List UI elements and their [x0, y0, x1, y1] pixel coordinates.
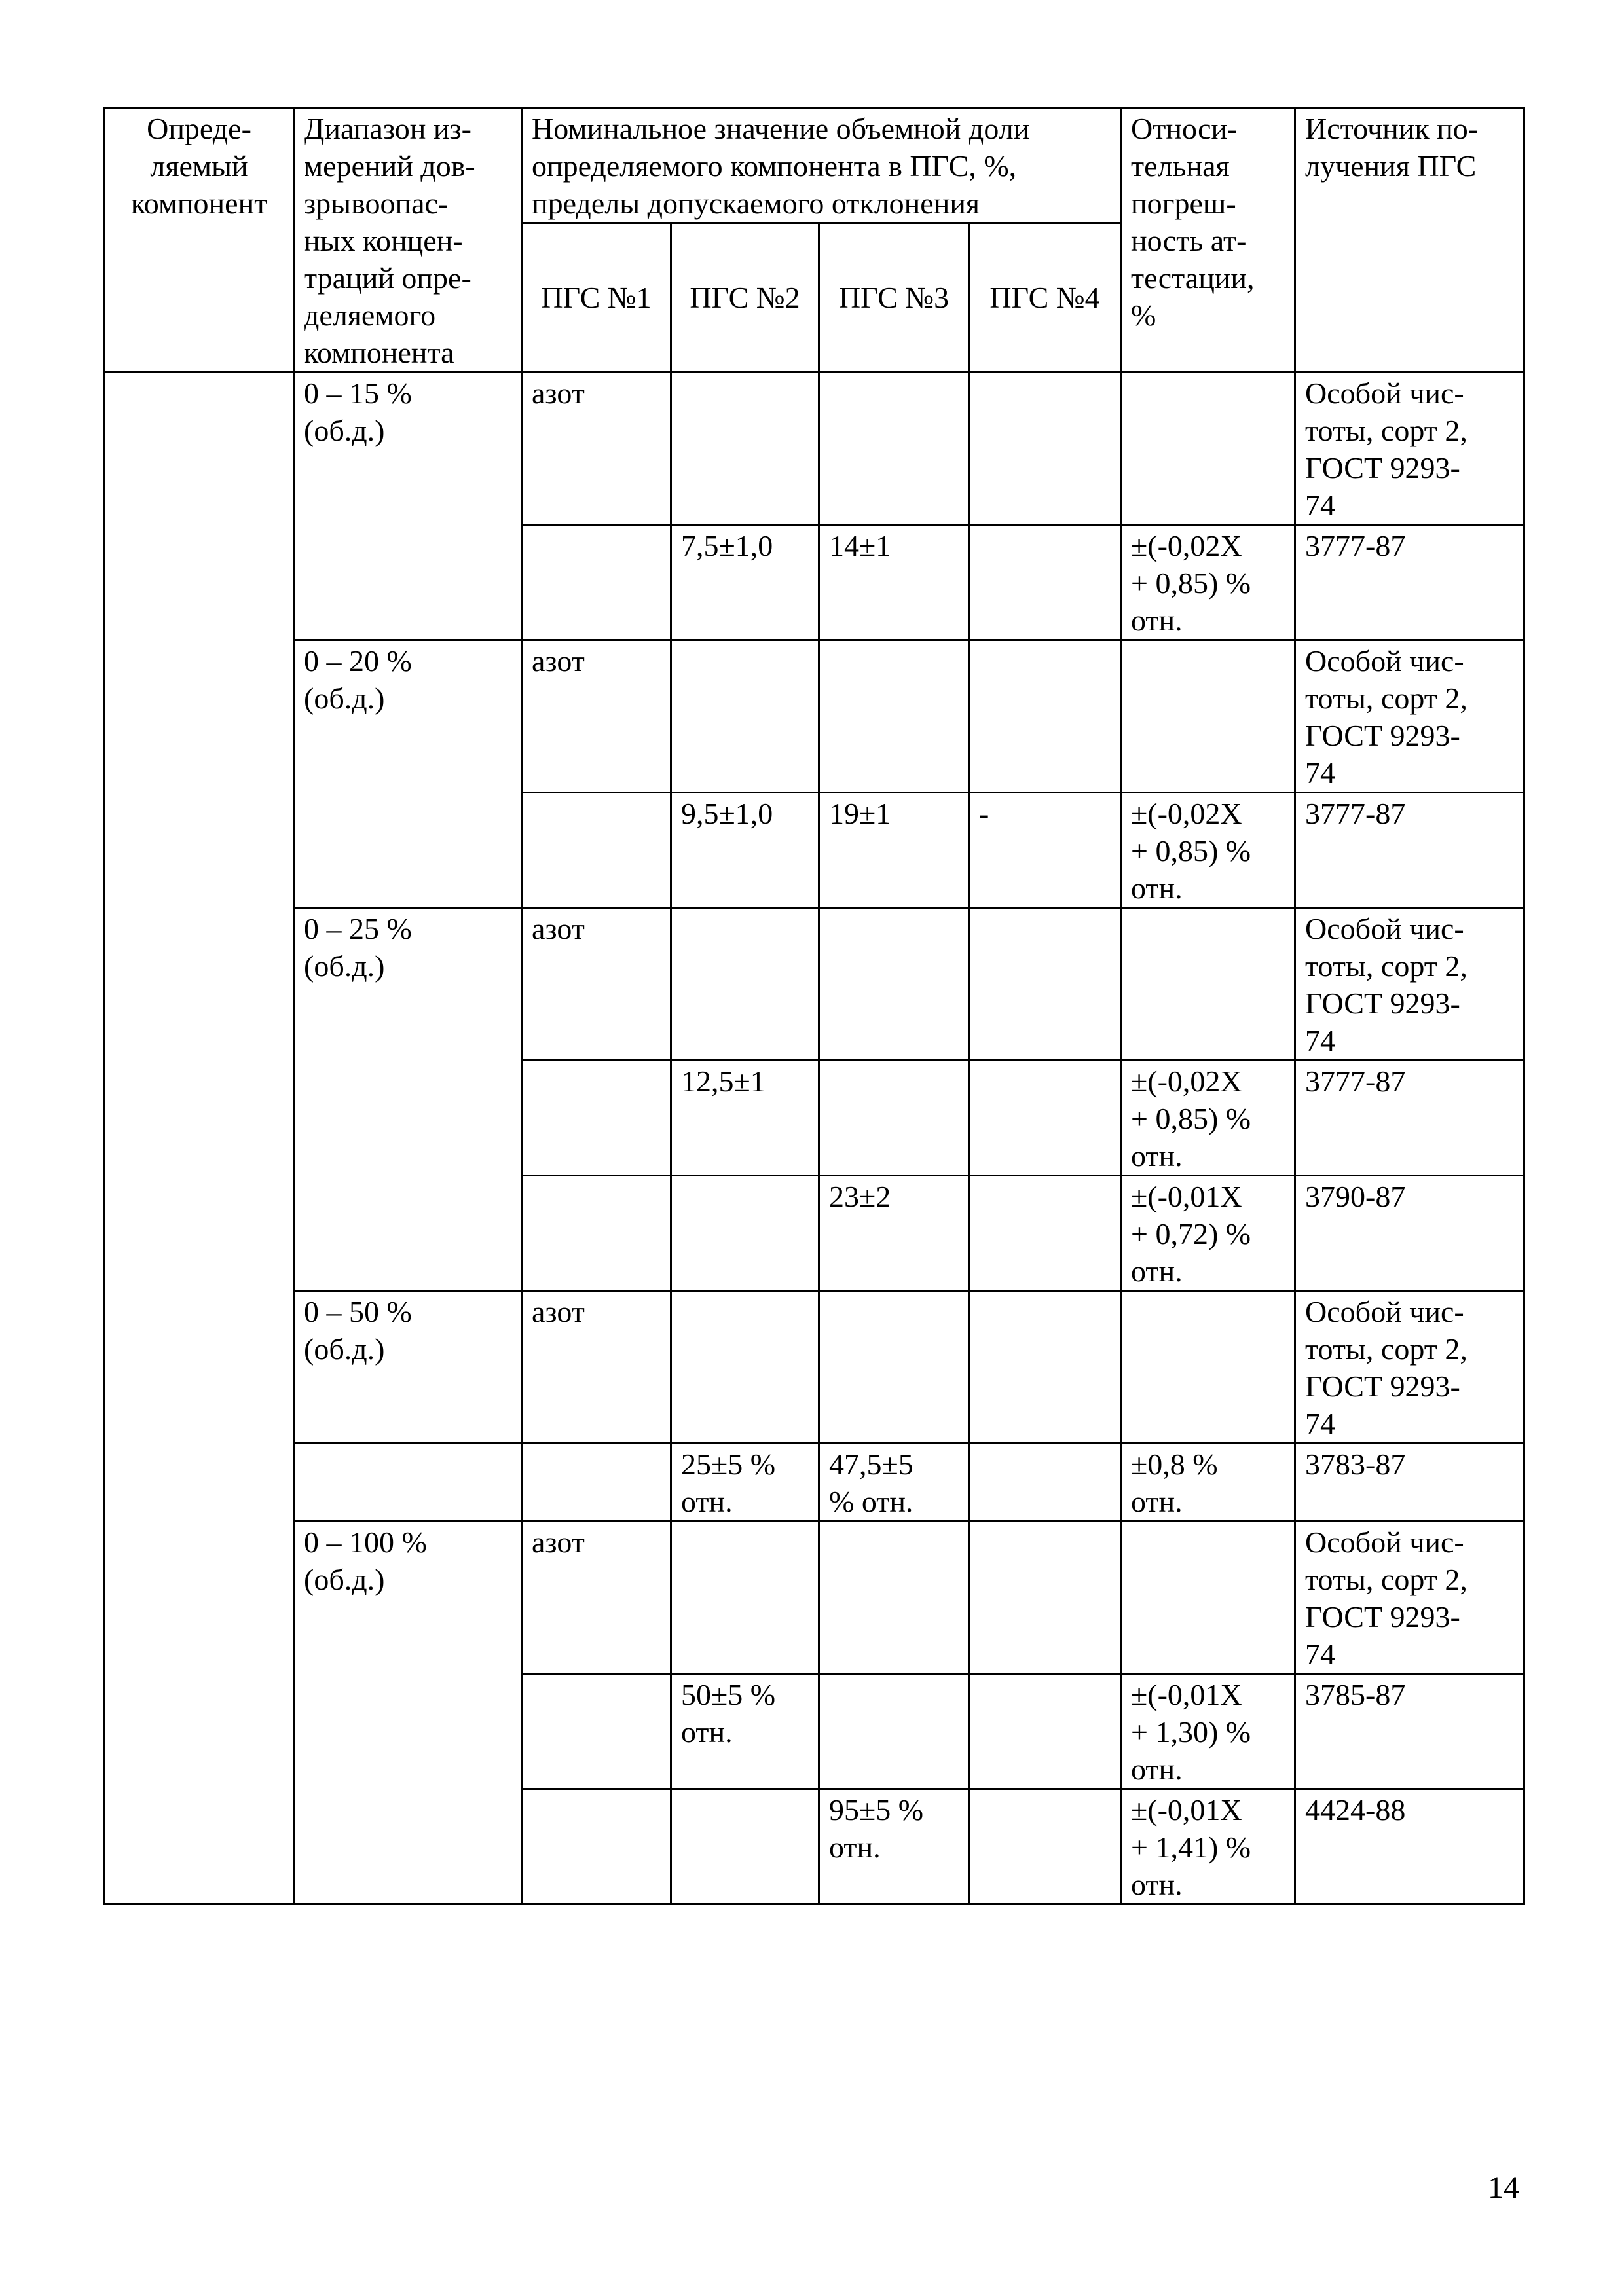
source-cell: 3777-87 [1295, 793, 1524, 908]
pgs2-cell [671, 1176, 819, 1291]
range-cell-empty [294, 1444, 522, 1522]
pgs2-cell: 9,5±1,0 [671, 793, 819, 908]
pgs1-cell: азот [522, 1522, 671, 1674]
pgs4-cell [969, 1176, 1121, 1291]
pgs4-cell [969, 525, 1121, 640]
pgs4-cell: - [969, 793, 1121, 908]
pgs3-cell: 95±5 % отн. [819, 1789, 969, 1904]
header-source: Источник по- лучения ПГС [1295, 108, 1524, 373]
error-cell: ±(-0,02X + 0,85) % отн. [1121, 793, 1295, 908]
error-cell: ±0,8 % отн. [1121, 1444, 1295, 1522]
header-range: Диапазон из- мерений дов- зрывоопас- ных концен- траций опре- деляемого компонента [294, 108, 522, 373]
pgs2-cell [671, 373, 819, 525]
source-cell: Особой чис- тоты, сорт 2, ГОСТ 9293- 74 [1295, 908, 1524, 1061]
table-row [105, 1522, 1524, 1674]
pgs1-cell: азот [522, 908, 671, 1061]
error-cell [1121, 373, 1295, 525]
source-cell: 3777-87 [1295, 1061, 1524, 1176]
header-nominal: Номинальное значение объемной доли определяемого компонента в ПГС, %, пределы допускаемого отклонения [522, 108, 1121, 223]
error-cell: ±(-0,02X + 0,85) % отн. [1121, 1061, 1295, 1176]
range-cell: 0 – 100 % (об.д.) [294, 1522, 522, 1904]
pgs3-cell [819, 1061, 969, 1176]
pgs3-cell [819, 1674, 969, 1789]
source-cell: Особой чис- тоты, сорт 2, ГОСТ 9293- 74 [1295, 640, 1524, 793]
source-cell: Особой чис- тоты, сорт 2, ГОСТ 9293- 74 [1295, 1522, 1524, 1674]
pgs4-cell [969, 1061, 1121, 1176]
pgs4-cell [969, 1444, 1121, 1522]
table-body [105, 373, 1524, 1904]
error-cell [1121, 908, 1295, 1061]
page-number: 14 [1488, 2170, 1519, 2205]
error-cell [1121, 640, 1295, 793]
pgs1-cell [522, 793, 671, 908]
error-cell: ±(-0,02X + 0,85) % отн. [1121, 525, 1295, 640]
pgs4-cell [969, 1789, 1121, 1904]
pgs3-cell [819, 373, 969, 525]
component-cell [105, 373, 294, 1904]
pgs1-cell [522, 1061, 671, 1176]
table-row [105, 1291, 1524, 1444]
source-cell: Особой чис- тоты, сорт 2, ГОСТ 9293- 74 [1295, 1291, 1524, 1444]
pgs2-cell: 50±5 % отн. [671, 1674, 819, 1789]
pgs1-cell: азот [522, 640, 671, 793]
source-cell: 3785-87 [1295, 1674, 1524, 1789]
error-cell: ±(-0,01X + 1,41) % отн. [1121, 1789, 1295, 1904]
pgs4-cell [969, 908, 1121, 1061]
pgs4-cell [969, 640, 1121, 793]
table-row [105, 908, 1524, 1061]
error-cell [1121, 1291, 1295, 1444]
pgs2-cell [671, 1291, 819, 1444]
pgs1-cell [522, 1444, 671, 1522]
source-cell: 3783-87 [1295, 1444, 1524, 1522]
range-cell: 0 – 25 % (об.д.) [294, 908, 522, 1291]
pgs3-cell: 19±1 [819, 793, 969, 908]
pgs1-cell [522, 1674, 671, 1789]
header-pgs2: ПГС №2 [671, 223, 819, 373]
pgs3-cell [819, 640, 969, 793]
range-cell: 0 – 15 % (об.д.) [294, 373, 522, 640]
pgs4-cell [969, 1674, 1121, 1789]
pgs1-cell [522, 1789, 671, 1904]
pgs3-cell: 14±1 [819, 525, 969, 640]
pgs2-cell [671, 908, 819, 1061]
pgs2-cell: 7,5±1,0 [671, 525, 819, 640]
gas-mixture-table [103, 107, 1525, 1905]
pgs2-cell: 25±5 % отн. [671, 1444, 819, 1522]
table-row [105, 1444, 1524, 1522]
header-pgs4: ПГС №4 [969, 223, 1121, 373]
header-pgs3: ПГС №3 [819, 223, 969, 373]
pgs1-cell: азот [522, 373, 671, 525]
pgs4-cell [969, 1522, 1121, 1674]
pgs1-cell: азот [522, 1291, 671, 1444]
pgs2-cell [671, 1789, 819, 1904]
source-cell: 3790-87 [1295, 1176, 1524, 1291]
header-error: Относи- тельная погреш- ность ат- тестации, % [1121, 108, 1295, 373]
pgs2-cell: 12,5±1 [671, 1061, 819, 1176]
pgs1-cell [522, 525, 671, 640]
table-row [105, 640, 1524, 793]
source-cell: Особой чис- тоты, сорт 2, ГОСТ 9293- 74 [1295, 373, 1524, 525]
header-pgs1: ПГС №1 [522, 223, 671, 373]
header-component: Опреде- ляемый компонент [105, 108, 294, 373]
pgs1-cell [522, 1176, 671, 1291]
error-cell [1121, 1522, 1295, 1674]
error-cell: ±(-0,01X + 0,72) % отн. [1121, 1176, 1295, 1291]
source-cell: 4424-88 [1295, 1789, 1524, 1904]
pgs3-cell [819, 1291, 969, 1444]
source-cell: 3777-87 [1295, 525, 1524, 640]
pgs3-cell [819, 1522, 969, 1674]
pgs2-cell [671, 1522, 819, 1674]
range-cell: 0 – 50 % (об.д.) [294, 1291, 522, 1444]
error-cell: ±(-0,01X + 1,30) % отн. [1121, 1674, 1295, 1789]
range-cell: 0 – 20 % (об.д.) [294, 640, 522, 908]
pgs3-cell: 23±2 [819, 1176, 969, 1291]
pgs3-cell: 47,5±5 % отн. [819, 1444, 969, 1522]
table-row [105, 373, 1524, 525]
pgs2-cell [671, 640, 819, 793]
pgs3-cell [819, 908, 969, 1061]
pgs4-cell [969, 1291, 1121, 1444]
pgs4-cell [969, 373, 1121, 525]
